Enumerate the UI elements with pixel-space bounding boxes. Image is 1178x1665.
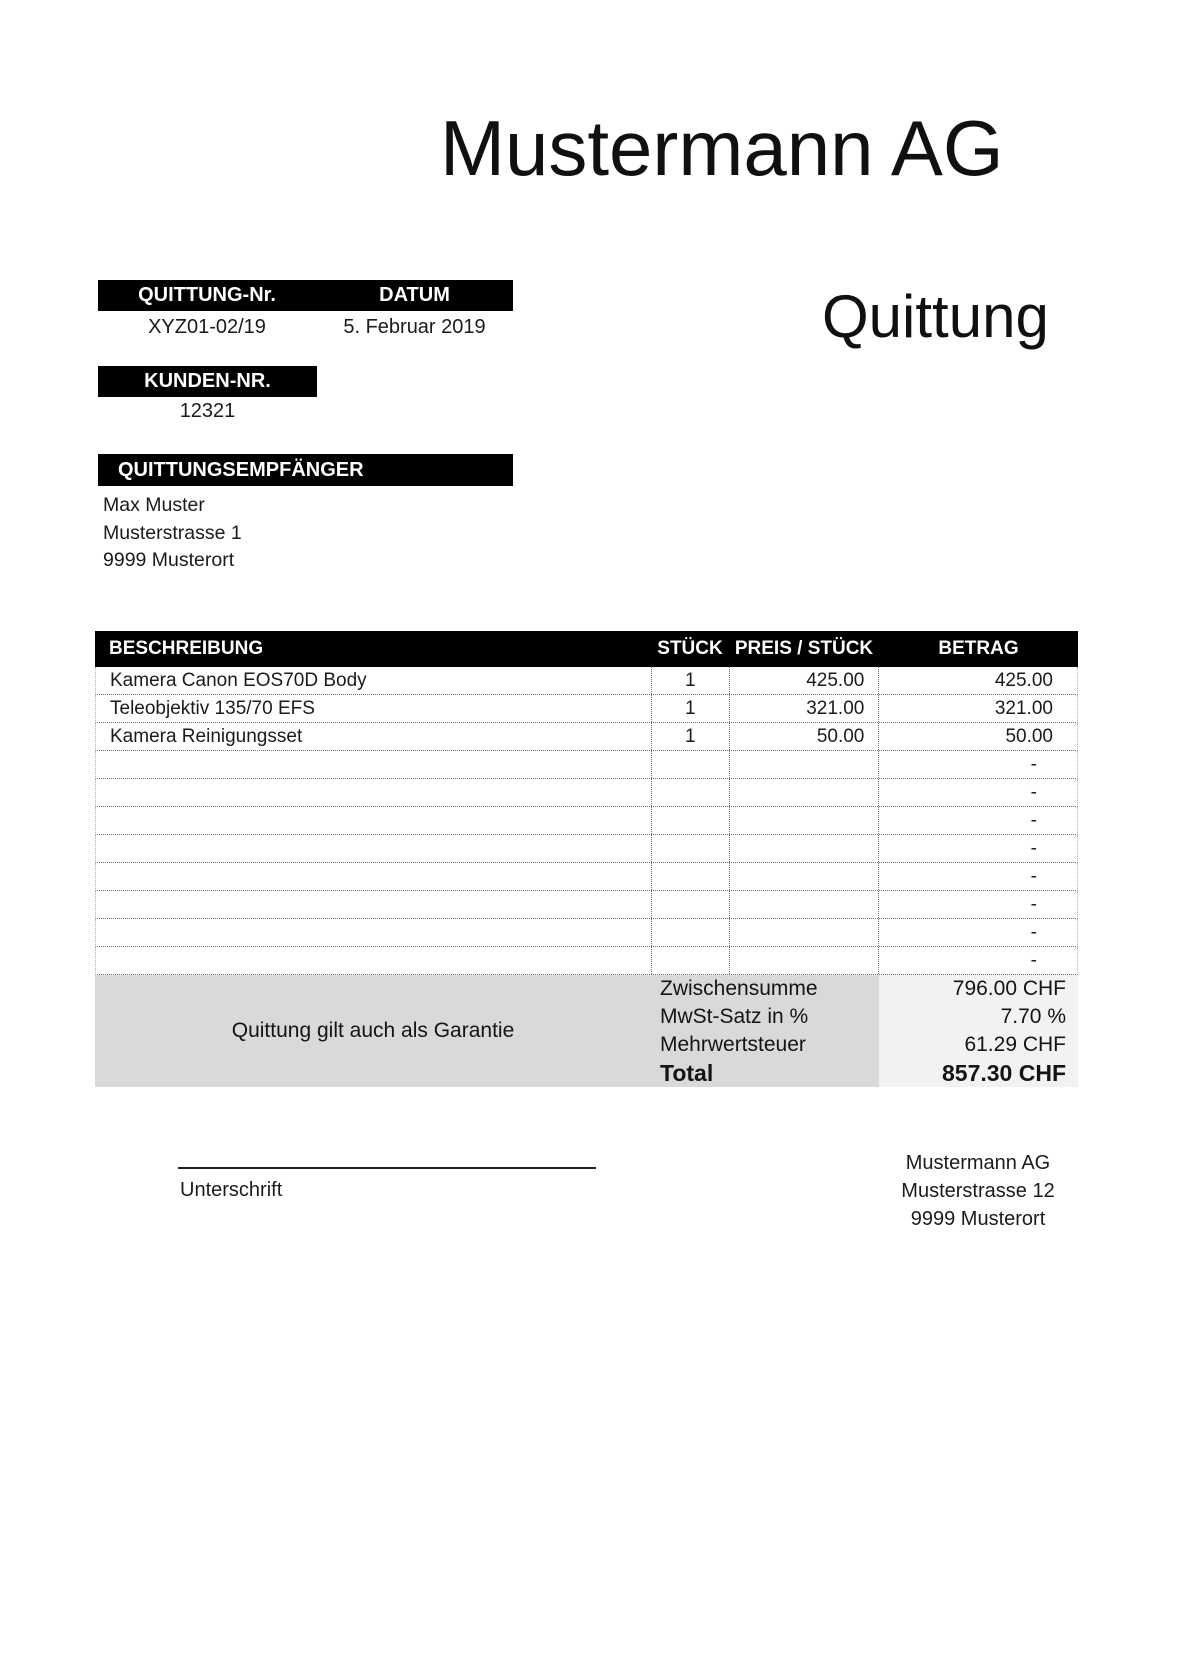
total-value: 857.30 CHF [941,1060,1066,1086]
vat-amount-label: Mehrwertsteuer [660,1033,806,1056]
table-row [95,667,1078,695]
footer-company-street: Musterstrasse 12 [901,1180,1055,1202]
empty-price-cell [729,779,879,806]
item-unit-price: 425.00 [729,667,879,694]
item-unit-price: 321.00 [729,695,879,722]
item-amount: 50.00 [878,723,1077,750]
date-label: DATUM [379,284,450,306]
footer-company-address [858,1149,1098,1233]
empty-qty-cell [651,891,729,918]
empty-table-row [95,835,1078,863]
receipt-meta-header [98,280,513,311]
vat-rate-label: MwSt-Satz in % [660,1005,809,1028]
item-description: Kamera Canon EOS70D Body [110,669,367,691]
empty-table-row [95,807,1078,835]
subtotal-label: Zwischensumme [660,977,818,1000]
empty-description-cell [96,863,651,890]
empty-description-cell [96,807,651,834]
empty-amount-cell: - [878,891,1077,918]
empty-qty-cell [651,751,729,778]
item-unit-price: 50.00 [729,723,879,750]
empty-amount-cell: - [878,947,1077,974]
empty-description-cell [96,891,651,918]
summary-box [95,975,1078,1087]
empty-description-cell [96,751,651,778]
item-description: Kamera Reinigungsset [110,725,303,747]
recipient-header: QUITTUNGSEMPFÄNGER [98,454,513,486]
empty-table-row [95,779,1078,807]
recipient-address [103,492,242,575]
total-label: Total [660,1060,714,1086]
customer-number-value: 12321 [179,400,236,422]
guarantee-note: Quittung gilt auch als Garantie [231,1019,515,1042]
empty-table-row [95,919,1078,947]
empty-price-cell [729,947,879,974]
receipt-meta-values [98,314,513,340]
vat-amount-value: 61.29 CHF [964,1033,1066,1056]
empty-amount-cell: - [878,863,1077,890]
company-title: Mustermann AG [440,104,1004,192]
summary-values [879,975,1078,1087]
empty-qty-cell [651,779,729,806]
empty-amount-cell: - [878,779,1077,806]
item-amount: 425.00 [878,667,1077,694]
empty-price-cell [729,919,879,946]
empty-qty-cell [651,919,729,946]
items-table [95,631,1078,975]
table-row [95,695,1078,723]
signature-label: Unterschrift [180,1179,283,1201]
summary-labels [660,975,875,1087]
summary-right-panel [879,975,1078,1087]
empty-description-cell [96,947,651,974]
customer-number-label: KUNDEN-NR. [144,370,271,392]
empty-description-cell [96,835,651,862]
empty-amount-cell: - [878,919,1077,946]
empty-description-cell [96,779,651,806]
subtotal-value: 796.00 CHF [952,977,1066,1000]
recipient-city: 9999 Musterort [103,549,235,571]
footer-company-city: 9999 Musterort [910,1208,1046,1230]
empty-price-cell [729,751,879,778]
item-qty: 1 [651,723,729,750]
item-qty: 1 [651,667,729,694]
recipient-name: Max Muster [103,494,205,516]
receipt-number-value: XYZ01-02/19 [148,315,266,338]
empty-price-cell [729,807,879,834]
empty-price-cell [729,835,879,862]
footer-company-name: Mustermann AG [905,1152,1051,1174]
document-title: Quittung [822,283,1049,350]
empty-qty-cell [651,947,729,974]
items-table-header [95,631,1078,667]
empty-description-cell [96,919,651,946]
signature-line [178,1167,596,1169]
empty-table-row [95,863,1078,891]
header-amount: BETRAG [938,638,1019,659]
item-amount: 321.00 [878,695,1077,722]
receipt-number-label: QUITTUNG-Nr. [138,284,276,306]
recipient-street: Musterstrasse 1 [103,521,242,544]
empty-qty-cell [651,835,729,862]
empty-amount-cell: - [878,807,1077,834]
header-unit-price: PREIS / STÜCK [734,638,874,659]
table-row [95,723,1078,751]
header-qty: STÜCK [657,638,723,659]
empty-qty-cell [651,863,729,890]
summary-left-panel [95,975,879,1087]
empty-table-row [95,891,1078,919]
empty-price-cell [729,891,879,918]
empty-amount-cell: - [878,751,1077,778]
empty-table-row [95,947,1078,975]
item-description: Teleobjektiv 135/70 EFS [110,697,315,719]
date-value: 5. Februar 2019 [343,315,486,338]
header-description: BESCHREIBUNG [109,638,264,659]
item-qty: 1 [651,695,729,722]
customer-number-header [98,366,317,397]
vat-rate-value: 7.70 % [1000,1005,1066,1028]
empty-qty-cell [651,807,729,834]
empty-table-row [95,751,1078,779]
empty-price-cell [729,863,879,890]
empty-amount-cell: - [878,835,1077,862]
